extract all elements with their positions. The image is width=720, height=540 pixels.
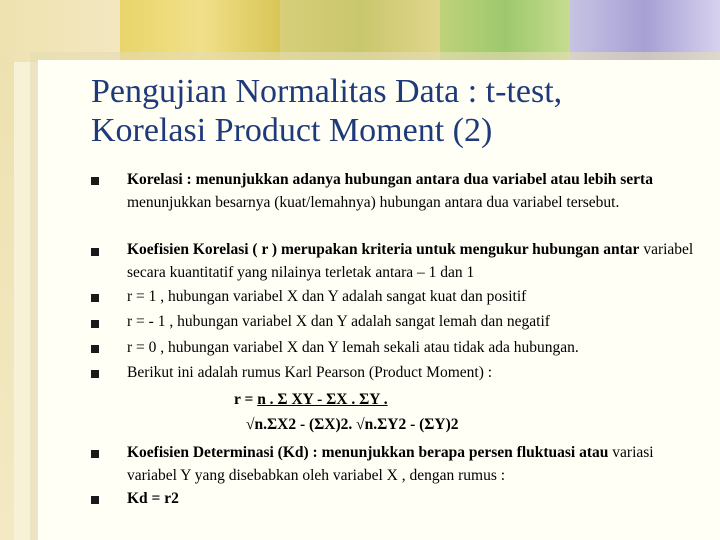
item-text: r = 1 , hubungan variabel X dan Y adalah sangat kuat dan positif — [127, 288, 527, 305]
item-text: menunjukkan besarnya (kuat/lemahnya) hubungan antara dua variabel tersebut. — [127, 193, 620, 211]
bullet-icon — [91, 248, 99, 256]
list-item-r-zero — [127, 337, 697, 360]
slide-title — [91, 72, 691, 150]
item-text: r = 0 , hubungan variabel X dan Y lemah sekali atau tidak ada hubungan. — [127, 339, 579, 356]
formula-prefix: r = — [234, 391, 258, 408]
item-text: variasi variabel Y yang disebabkan oleh variabel X , dengan rumus : — [127, 444, 654, 484]
formula-denominator-text: √n.ΣX2 - (ΣX)2. √n.ΣY2 - (ΣY)2 — [246, 416, 459, 433]
bullet-icon — [91, 177, 99, 185]
list-item-rumus — [127, 362, 697, 385]
formula-numerator-text: n . Σ XY - ΣX . ΣY . — [257, 391, 388, 408]
list-item-koefisien-korelasi — [127, 239, 697, 284]
bullet-icon — [91, 450, 99, 458]
formula-numerator — [234, 389, 388, 411]
bullet-icon — [91, 294, 99, 302]
formula-denominator — [246, 414, 459, 436]
list-item-kd — [127, 488, 697, 511]
item-bold: Koefisien Korelasi ( r ) merupakan kriteria untuk mengukur hubungan antar — [127, 241, 640, 258]
list-item-r-negative — [127, 311, 697, 334]
decorative-left-rail — [0, 0, 14, 540]
item-bold: Kd = r2 — [127, 490, 179, 507]
list-item-r-positive — [127, 286, 697, 309]
item-bold: Koefisien Determinasi (Kd) : menunjukkan berapa persen fluktuasi atau — [127, 444, 609, 461]
list-item-korelasi — [127, 169, 697, 214]
bullet-icon — [91, 320, 99, 328]
item-text: r = - 1 , hubungan variabel X dan Y adalah sangat lemah dan negatif — [127, 313, 550, 330]
list-item-koefisien-determinasi — [127, 442, 697, 487]
bullet-icon — [91, 345, 99, 353]
bullet-icon — [91, 370, 99, 378]
bullet-icon — [91, 496, 99, 504]
title-line-1: Pengujian Normalitas Data : t-test, — [91, 73, 563, 110]
item-text: variabel secara kuantitatif yang nilainya terletak antara – 1 dan 1 — [127, 241, 694, 281]
title-line-2: Korelasi Product Moment (2) — [91, 112, 493, 149]
item-text: Berikut ini adalah rumus Karl Pearson (Product Moment) : — [127, 364, 493, 381]
item-bold: Korelasi : menunjukkan adanya hubungan antara dua variabel atau lebih serta — [127, 171, 653, 188]
